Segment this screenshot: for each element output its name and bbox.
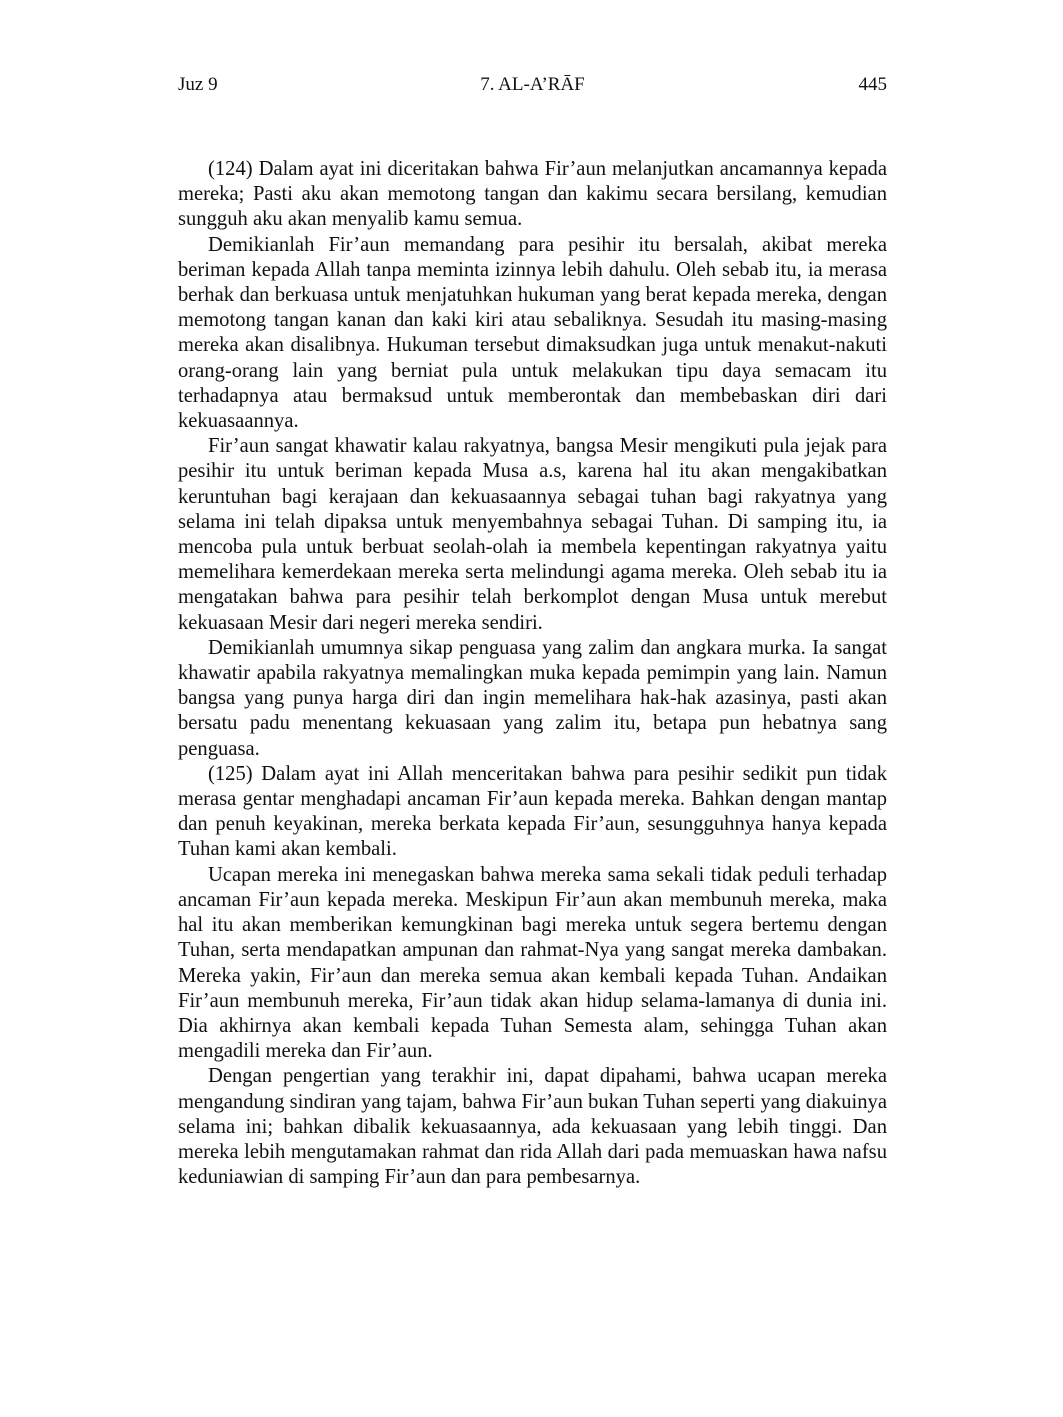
body-text: [178, 157, 887, 1190]
juz-label: Juz 9: [178, 74, 218, 95]
paragraph: Fir’aun sangat khawatir kalau rakyatnya, bangsa Mesir mengikuti pula jejak para pesihir itu untuk beriman kepada Musa a.s, karena hal itu akan mengakibatkan keruntuhan bagi kerajaan dan kekuasaannya sebagai tuhan bagi rakyatnya yang selama ini telah dipaksa untuk menyembahnya sebagai Tuhan. Di samping itu, ia mencoba pula untuk berbuat seolah-olah ia membela kepentingan rakyatnya yaitu memelihara kemerdekaan mereka serta melindungi agama mereka. Oleh sebab itu ia mengatakan bahwa para pesihir telah berkomplot dengan Musa untuk merebut kekuasaan Mesir dari negeri mereka sendiri.: [178, 435, 887, 634]
paragraph: Ucapan mereka ini menegaskan bahwa mereka sama sekali tidak peduli terhadap ancaman Fir’aun kepada mereka. Meskipun Fir’aun akan membunuh mereka, maka hal itu akan memberikan kemungkinan bagi mereka untuk segera bertemu dengan Tuhan, serta mendapatkan ampunan dan rahmat-Nya yang sangat mereka dambakan. Mereka yakin, Fir’aun dan mereka semua akan kembali kepada Tuhan. Andaikan Fir’aun membunuh mereka, Fir’aun tidak akan hidup selama-lamanya di dunia ini. Dia akhirnya akan kembali kepada Tuhan Semesta alam, sehingga Tuhan akan mengadili mereka dan Fir’aun.: [178, 863, 887, 1063]
surah-title: 7. AL-A’RĀF: [480, 74, 585, 95]
page-number: 445: [858, 74, 887, 95]
paragraph: Demikianlah Fir’aun memandang para pesihir itu bersalah, akibat mereka beriman kepada Allah tanpa meminta izinnya lebih dahulu. Oleh sebab itu, ia merasa berhak dan berkuasa untuk menjatuhkan hukuman yang berat kepada mereka, dengan memotong tangan kanan dan kaki kiri atau sebaliknya. Sesudah itu masing-masing mereka akan disalibnya. Hukuman tersebut dimaksudkan juga untuk menakut-nakuti orang-orang lain yang berniat pula untuk melakukan tipu daya semacam itu terhadapnya atau bermaksud untuk memberontak dan membebaskan diri dari kekuasaannya.: [178, 233, 887, 433]
paragraph: (124) Dalam ayat ini diceritakan bahwa Fir’aun melanjutkan ancamannya kepada mereka; Pasti aku akan memotong tangan dan kakimu secara bersilang, kemudian sungguh aku akan menyalib kamu semua.: [178, 158, 887, 231]
page-header: [178, 74, 887, 104]
paragraph: Dengan pengertian yang terakhir ini, dapat dipahami, bahwa ucapan mereka mengandung sindiran yang tajam, bahwa Fir’aun bukan Tuhan seperti yang diakuinya selama ini; bahkan dibalik kekuasaannya, ada kekuasaan yang lebih tinggi. Dan mereka lebih mengutamakan rahmat dan rida Allah dari pada memuaskan hawa nafsu keduniawian di samping Fir’aun dan para pembesarnya.: [178, 1065, 887, 1189]
paragraph: (125) Dalam ayat ini Allah menceritakan bahwa para pesihir sedikit pun tidak merasa gentar menghadapi ancaman Fir’aun kepada mereka. Bahkan dengan mantap dan penuh keyakinan, mereka berkata kepada Fir’aun, sesungguhnya hanya kepada Tuhan kami akan kembali.: [178, 762, 887, 861]
paragraph: Demikianlah umumnya sikap penguasa yang zalim dan angkara murka. Ia sangat khawatir apabila rakyatnya memalingkan muka kepada pemimpin yang lain. Namun bangsa yang punya harga diri dan ingin memelihara hak-hak azasinya, pasti akan bersatu padu menentang kekuasaan yang zalim itu, betapa pun hebatnya sang penguasa.: [178, 636, 887, 760]
